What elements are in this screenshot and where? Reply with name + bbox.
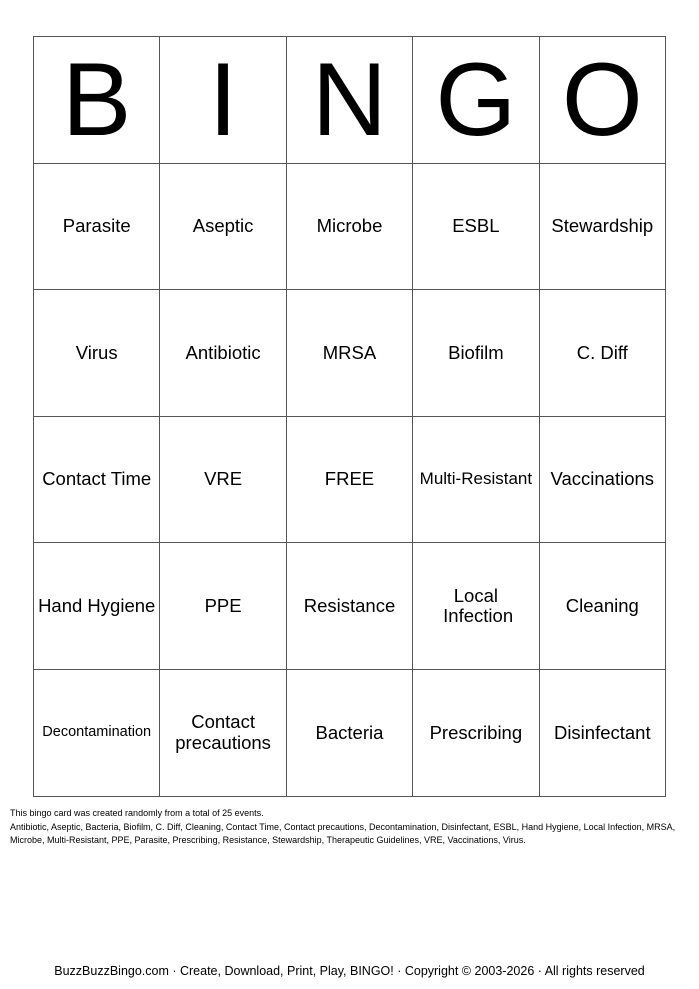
bingo-cell: MRSA [286, 290, 412, 417]
bingo-row-4 [34, 543, 666, 670]
bingo-cell: Bacteria [286, 669, 412, 796]
copyright-footer: BuzzBuzzBingo.com · Create, Download, Print, Play, BINGO! · Copyright © 2003-2026 · All rights reserved [54, 964, 645, 978]
bingo-cell: Microbe [286, 163, 412, 290]
bingo-cell: Stewardship [539, 163, 665, 290]
bingo-cell: Cleaning [539, 543, 665, 670]
bingo-card [33, 36, 666, 797]
header-letter-i: I [160, 37, 286, 164]
bingo-cell: Contact precautions [160, 669, 286, 796]
free-space-cell: FREE [286, 416, 412, 543]
bingo-cell: VRE [160, 416, 286, 543]
bingo-cell: Parasite [34, 163, 160, 290]
bingo-cell: ESBL [413, 163, 539, 290]
bingo-cell: Local Infection [413, 543, 539, 670]
bingo-cell: C. Diff [539, 290, 665, 417]
bingo-cell: Vaccinations [539, 416, 665, 543]
card-note [10, 807, 690, 848]
header-letter-g: G [413, 37, 539, 164]
bingo-cell: Contact Time [34, 416, 160, 543]
bingo-cell: Prescribing [413, 669, 539, 796]
header-row [34, 37, 666, 164]
bingo-cell: Multi-Resistant [413, 416, 539, 543]
bingo-cell: Virus [34, 290, 160, 417]
bingo-cell: Aseptic [160, 163, 286, 290]
bingo-cell: PPE [160, 543, 286, 670]
header-letter-b: B [34, 37, 160, 164]
header-letter-o: O [539, 37, 665, 164]
bingo-row-3 [34, 416, 666, 543]
card-note-word-list: Antibiotic, Aseptic, Bacteria, Biofilm, C. Diff, Cleaning, Contact Time, Contact precautions, Decontamination, Disinfectant, ESBL, Hand Hygiene, Local Infection, MRSA, Microbe, Multi-Resistant, PPE, Parasite, Prescribing, Resistance, Stewardship, Therapeutic Guidelines, VRE, Vaccinations, Virus. [10, 821, 676, 845]
bingo-row-5 [34, 669, 666, 796]
bingo-cell: Antibiotic [160, 290, 286, 417]
bingo-cell: Disinfectant [539, 669, 665, 796]
bingo-cell: Hand Hygiene [34, 543, 160, 670]
bingo-row-2 [34, 290, 666, 417]
bingo-cell: Resistance [286, 543, 412, 670]
header-letter-n: N [286, 37, 412, 164]
card-note-summary: This bingo card was created randomly from a total of 25 events. [10, 808, 264, 818]
bingo-cell: Biofilm [413, 290, 539, 417]
bingo-cell: Decontamination [34, 669, 160, 796]
bingo-row-1 [34, 163, 666, 290]
